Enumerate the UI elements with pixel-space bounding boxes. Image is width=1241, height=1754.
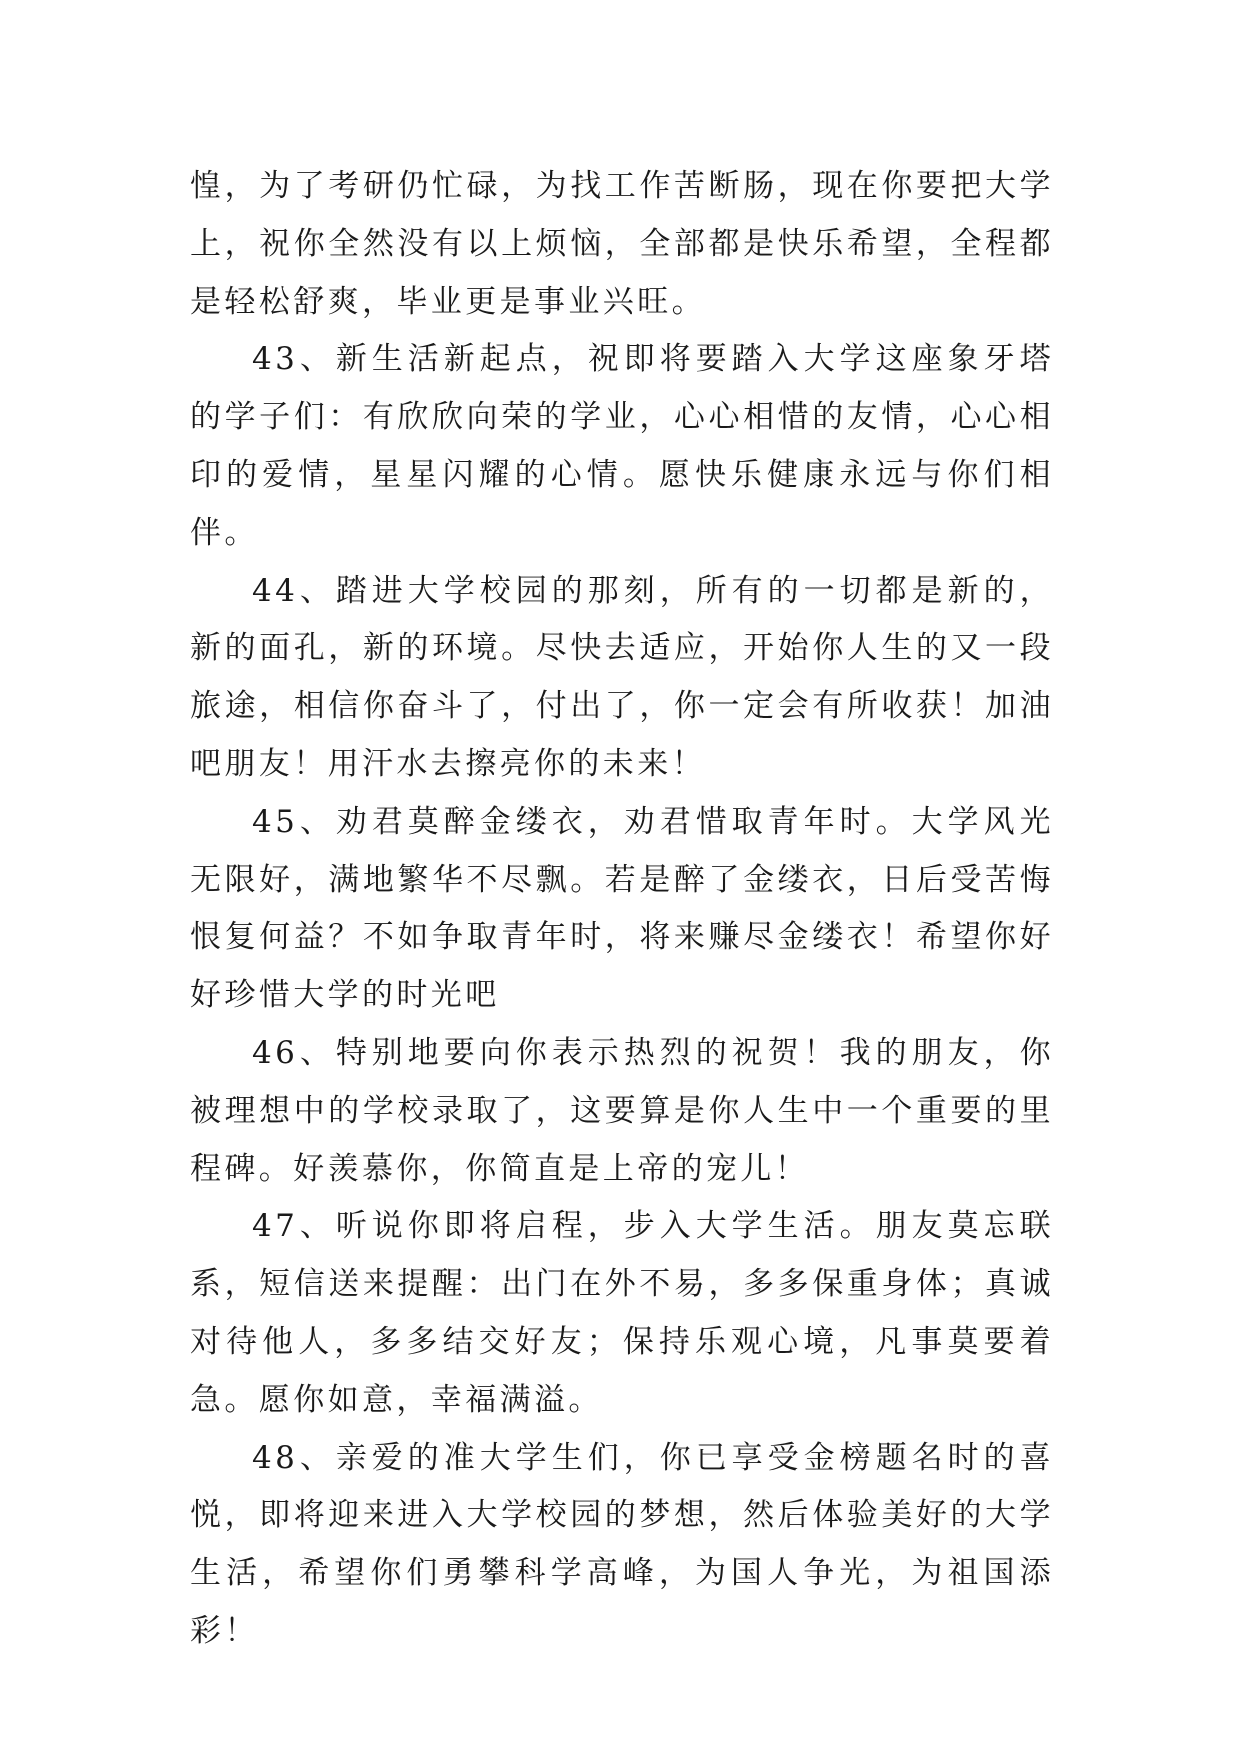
paragraph-continued: 惶，为了考研仍忙碌，为找工作苦断肠，现在你要把大学上，祝你全然没有以上烦恼，全部都是快乐希望，全程都是轻松舒爽，毕业更是事业兴旺。 bbox=[190, 168, 1054, 320]
document-body bbox=[190, 158, 1054, 1661]
paragraph-46: 46、特别地要向你表示热烈的祝贺！我的朋友，你被理想中的学校录取了，这要算是你人生中一个重要的里程碑。好羡慕你，你简直是上帝的宠儿！ bbox=[190, 1034, 1054, 1187]
paragraph-45: 45、劝君莫醉金缕衣，劝君惜取青年时。大学风光无限好，满地繁华不尽飘。若是醉了金缕衣，日后受苦悔恨复何益？不如争取青年时，将来赚尽金缕衣！希望你好好珍惜大学的时光吧 bbox=[190, 803, 1054, 1014]
paragraph-44: 44、踏进大学校园的那刻，所有的一切都是新的，新的面孔，新的环境。尽快去适应，开始你人生的又一段旅途，相信你奋斗了，付出了，你一定会有所收获！加油吧朋友！用汗水去擦亮你的未来！ bbox=[190, 572, 1054, 782]
paragraph-43: 43、新生活新起点，祝即将要踏入大学这座象牙塔的学子们：有欣欣向荣的学业，心心相惜的友情，心心相印的爱情，星星闪耀的心情。愿快乐健康永远与你们相伴。 bbox=[190, 341, 1054, 551]
paragraph-48: 48、亲爱的准大学生们，你已享受金榜题名时的喜悦，即将迎来进入大学校园的梦想，然后体验美好的大学生活，希望你们勇攀科学高峰，为国人争光，为祖国添彩！ bbox=[190, 1439, 1054, 1649]
paragraph-47: 47、听说你即将启程，步入大学生活。朋友莫忘联系，短信送来提醒：出门在外不易，多多保重身体；真诚对待他人，多多结交好友；保持乐观心境，凡事莫要着急。愿你如意，幸福满溢。 bbox=[190, 1208, 1054, 1418]
